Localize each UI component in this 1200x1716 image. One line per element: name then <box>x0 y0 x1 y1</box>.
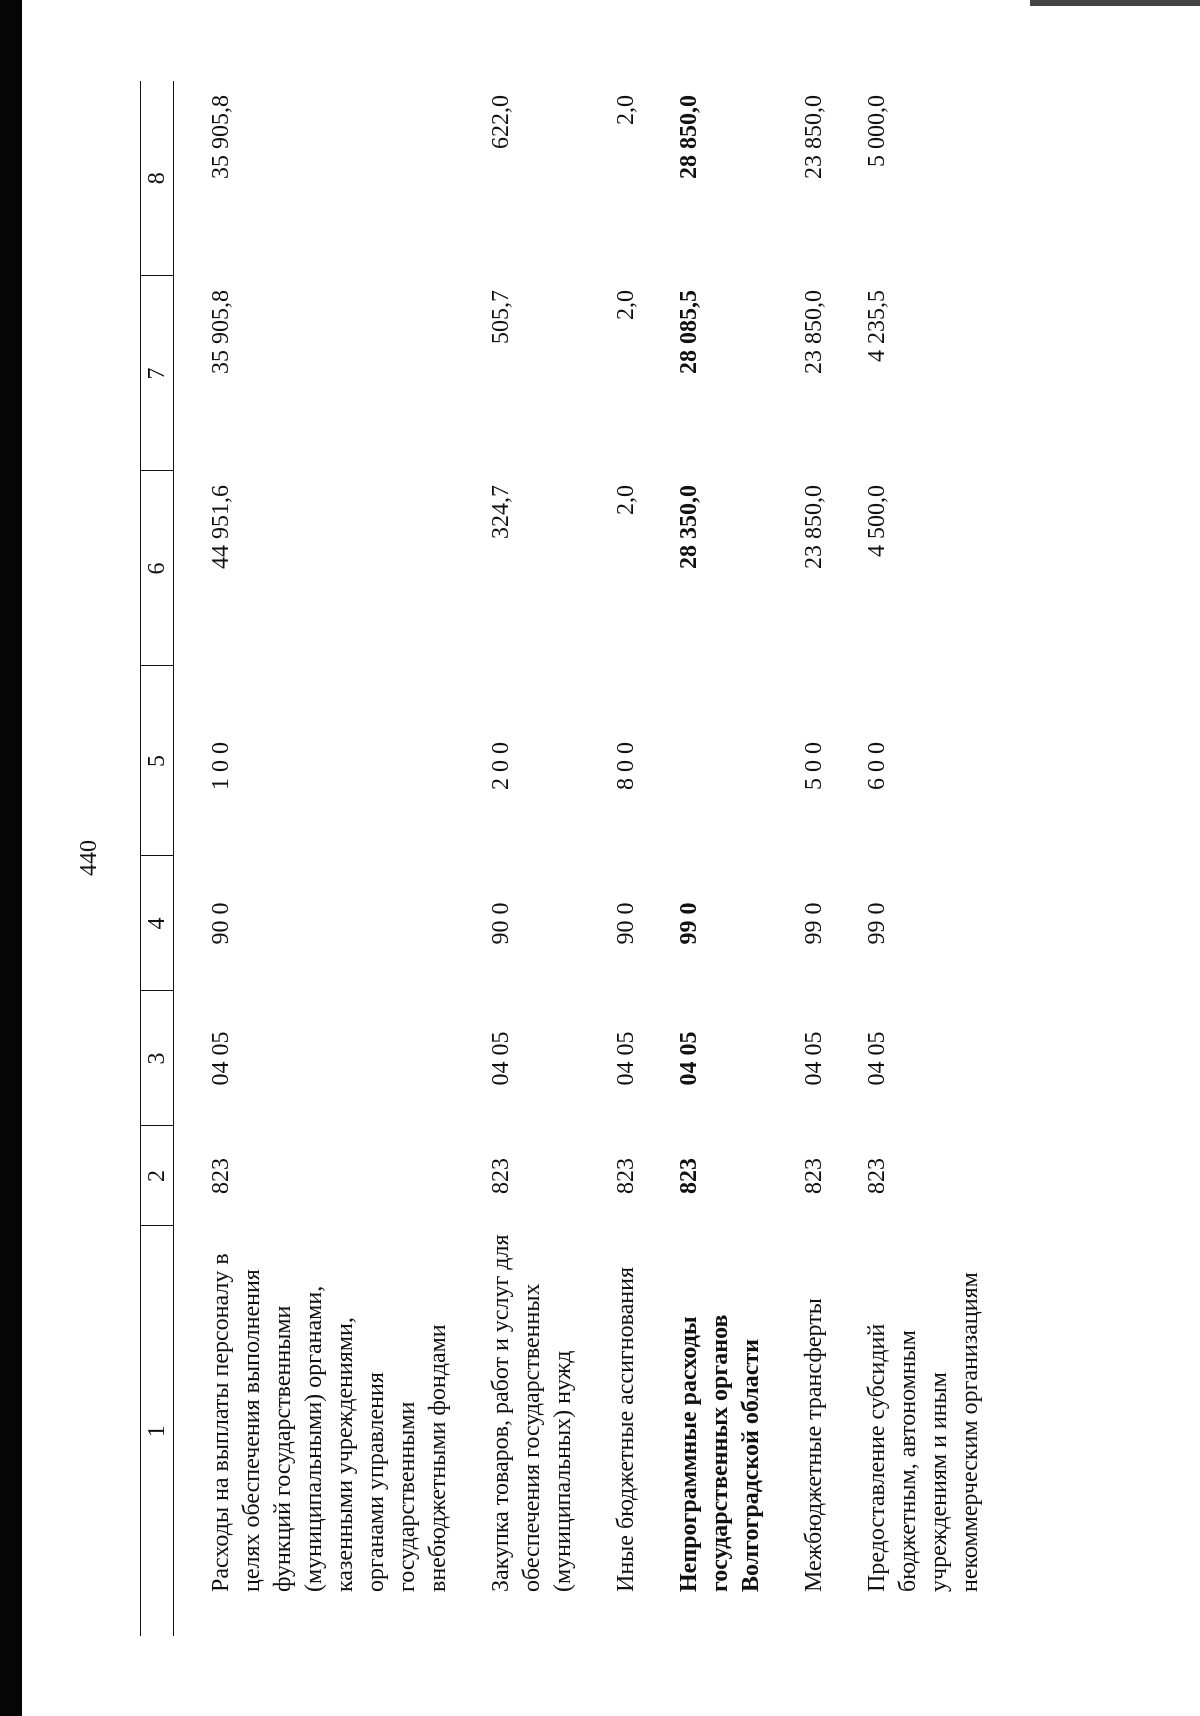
column-header: 5 <box>141 666 174 856</box>
expense-type-code: 5 0 0 <box>801 742 827 790</box>
amount-column-8: 23 850,0 <box>801 95 827 179</box>
section-code: 04 05 <box>613 1031 639 1086</box>
department-code: 823 <box>676 1158 702 1194</box>
expense-type-code: 2 0 0 <box>488 742 514 790</box>
expense-name: Иные бюджетные ассигнования <box>613 1267 639 1592</box>
expense-type-code: 1 0 0 <box>208 742 234 790</box>
department-code: 823 <box>488 1158 514 1194</box>
amount-column-6: 324,7 <box>488 485 514 539</box>
row-spacer <box>579 81 611 1636</box>
section-code: 04 05 <box>864 1031 890 1086</box>
row-spacer <box>642 81 674 1636</box>
column-header: 6 <box>141 471 174 666</box>
expense-type-code <box>674 666 767 856</box>
table-row <box>611 81 642 1636</box>
department-code: 823 <box>864 1158 890 1194</box>
target-article-code: 90 0 <box>613 902 639 945</box>
amount-column-8: 2,0 <box>613 95 639 125</box>
amount-column-8: 5 000,0 <box>864 95 890 167</box>
target-article-code: 99 0 <box>676 902 702 945</box>
target-article-code: 99 0 <box>864 902 890 945</box>
amount-column-7: 35 905,8 <box>208 290 234 374</box>
department-code: 823 <box>208 1158 234 1194</box>
target-article-code: 90 0 <box>488 902 514 945</box>
column-header: 1 <box>141 1226 174 1636</box>
amount-column-8: 622,0 <box>488 95 514 149</box>
page-number: 440 <box>76 840 102 876</box>
amount-column-6: 2,0 <box>613 485 639 515</box>
section-code: 04 05 <box>208 1031 234 1086</box>
table-row-subtotal <box>674 81 767 1636</box>
amount-column-6: 44 951,6 <box>208 485 234 569</box>
target-article-code: 99 0 <box>801 902 827 945</box>
expense-name: Межбюджетные трансферты <box>801 1298 827 1592</box>
budget-table <box>140 81 986 1636</box>
expense-type-code: 6 0 0 <box>864 742 890 790</box>
expense-name: Непрограммные расходы государственных органов Волгоградской области <box>676 1314 764 1592</box>
column-header: 4 <box>141 856 174 991</box>
table-header-row <box>141 81 174 1636</box>
row-spacer <box>454 81 486 1636</box>
amount-column-7: 2,0 <box>613 290 639 320</box>
amount-column-7: 4 235,5 <box>864 290 890 362</box>
column-header: 2 <box>141 1126 174 1226</box>
expense-name: Предоставление субсидий бюджетным, автономным учреждениям и иным некоммерческим организациям <box>864 1272 983 1592</box>
amount-column-7: 28 085,5 <box>676 290 702 374</box>
amount-column-6: 4 500,0 <box>864 485 890 557</box>
row-spacer <box>767 81 799 1636</box>
department-code: 823 <box>613 1158 639 1194</box>
table-row <box>862 81 986 1636</box>
section-code: 04 05 <box>676 1031 702 1086</box>
department-code: 823 <box>801 1158 827 1194</box>
expense-type-code: 8 0 0 <box>613 742 639 790</box>
amount-column-8: 35 905,8 <box>208 95 234 179</box>
expense-name: Расходы на выплаты персоналу в целях обеспечения выполнения функций государственными (муниципальными) органами, казенными учреждениями, органами управления государственными внебюджетными фондами <box>208 1253 451 1592</box>
table-row <box>486 81 579 1636</box>
amount-column-8: 28 850,0 <box>676 95 702 179</box>
target-article-code: 90 0 <box>208 902 234 945</box>
section-code: 04 05 <box>801 1031 827 1086</box>
column-header: 3 <box>141 991 174 1126</box>
expense-name: Закупка товаров, работ и услуг для обеспечения государственных (муниципальных) нужд <box>488 1234 576 1592</box>
row-spacer <box>830 81 862 1636</box>
table-row <box>799 81 830 1636</box>
amount-column-6: 23 850,0 <box>801 485 827 569</box>
section-code: 04 05 <box>488 1031 514 1086</box>
amount-column-6: 28 350,0 <box>676 485 702 569</box>
amount-column-7: 505,7 <box>488 290 514 344</box>
table-row <box>174 81 455 1636</box>
amount-column-7: 23 850,0 <box>801 290 827 374</box>
column-header: 8 <box>141 81 174 276</box>
column-header: 7 <box>141 276 174 471</box>
